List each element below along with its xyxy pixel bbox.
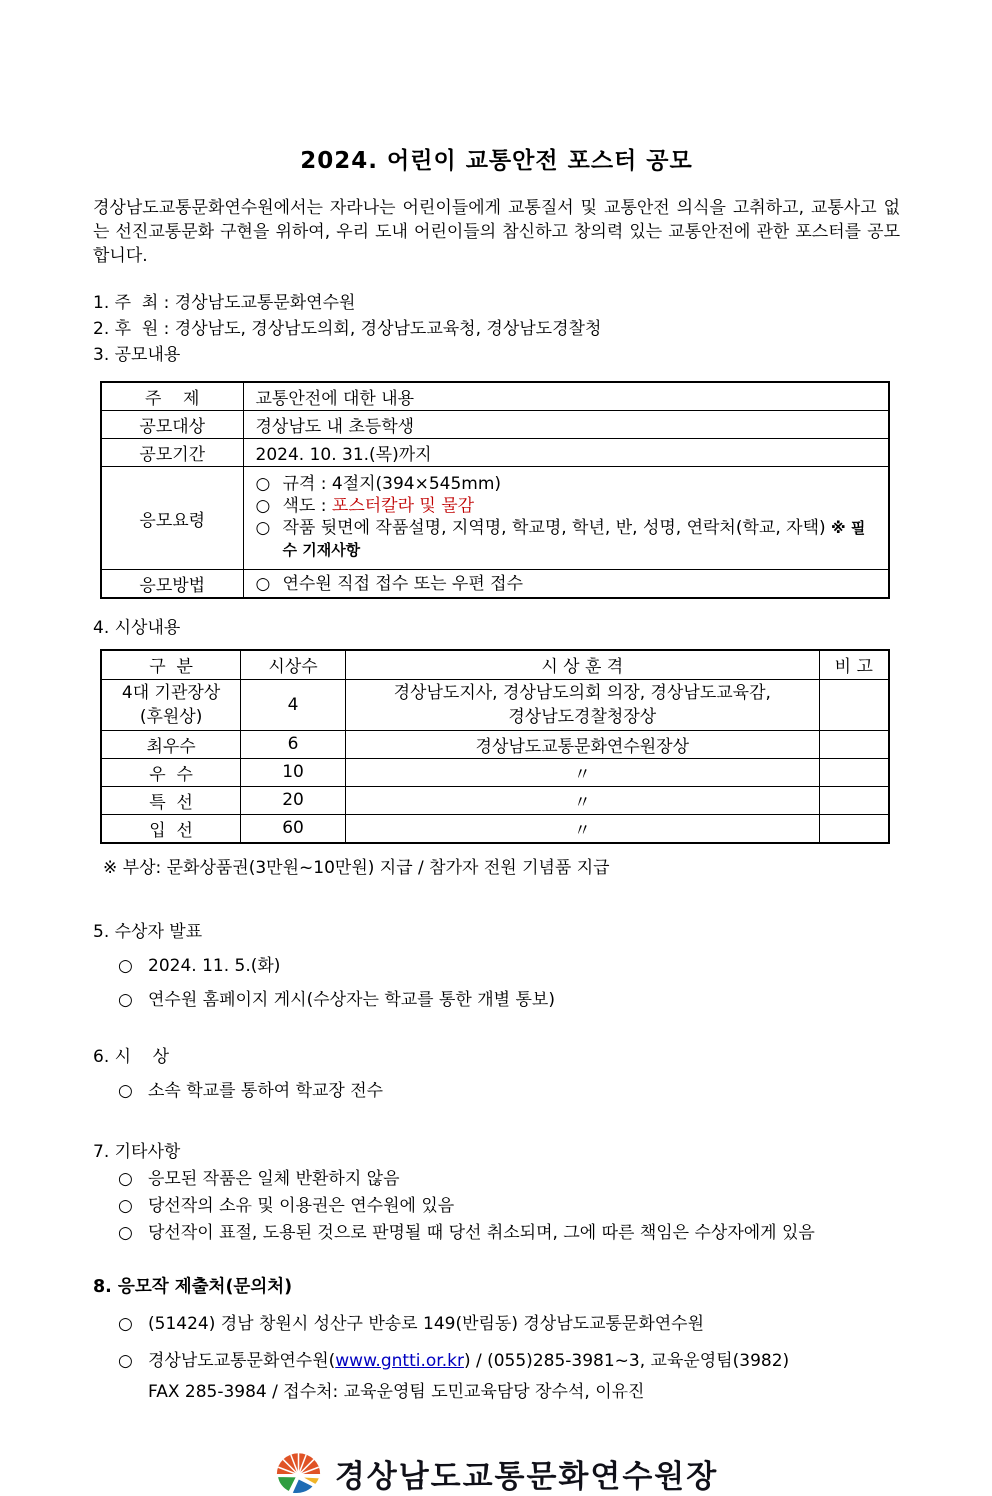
submit-address: (51424) 경남 창원시 성산구 반송로 149(반림동) 경상남도교통문화연수원: [148, 1313, 705, 1334]
circle-bullet-icon: ○: [118, 1222, 133, 1243]
circle-bullet-icon: ○: [118, 1350, 133, 1371]
guideline-label: 응모요령: [101, 467, 243, 570]
list-item: [118, 1194, 900, 1218]
ceremony-heading: 6. 시 상: [93, 1046, 170, 1067]
announce-method: 연수원 홈페이지 게시(수상자는 학교를 통한 개별 통보): [148, 989, 555, 1010]
award-table-header-row: [101, 650, 889, 679]
table-row: [101, 814, 889, 843]
award-remark: [819, 786, 889, 814]
header-prize: 시 상 훈 격: [345, 650, 819, 679]
contest-table: [100, 381, 890, 599]
submit-contact: [148, 1349, 900, 1373]
award-category: 우 수: [101, 758, 241, 786]
submit-heading: 8. 응모작 제출처(문의처): [93, 1276, 293, 1297]
awards-heading: 4. 시상내용: [93, 618, 181, 638]
color-value-red-text: 포스터칼라 및 물감: [331, 496, 475, 516]
circle-bullet-icon: ○: [255, 573, 271, 594]
announce-section: [93, 920, 900, 1012]
award-remark: [819, 758, 889, 786]
etc-item: 당선작의 소유 및 이용권은 연수원에 있음: [148, 1195, 455, 1216]
award-prize: 〃: [345, 758, 819, 786]
award-remark: [819, 730, 889, 758]
award-count: 20: [241, 786, 346, 814]
award-prize: 〃: [345, 786, 819, 814]
header-remark: 비 고: [819, 650, 889, 679]
table-row: [101, 786, 889, 814]
guideline-spec-line: [256, 473, 879, 495]
award-remark: [819, 814, 889, 843]
award-category: 최우수: [101, 730, 241, 758]
award-count: 60: [241, 814, 346, 843]
award-table: [100, 649, 890, 844]
subject-label: 주 제: [101, 382, 243, 411]
circle-bullet-icon: ○: [118, 955, 133, 976]
contents-heading: 3. 공모내용: [93, 345, 181, 365]
list-item: [118, 1221, 900, 1245]
etc-section: [93, 1140, 900, 1245]
circle-bullet-icon: ○: [118, 1195, 133, 1216]
table-row: [101, 411, 889, 439]
announce-heading: 5. 수상자 발표: [93, 921, 203, 942]
circle-bullet-icon: ○: [255, 496, 271, 516]
circle-bullet-icon: ○: [118, 1313, 133, 1334]
intro-paragraph: [93, 196, 900, 268]
signature-title: 경상남도교통문화연수원장: [334, 1458, 719, 1495]
award-count: 10: [241, 758, 346, 786]
award-category: 특 선: [101, 786, 241, 814]
award-category: 입 선: [101, 814, 241, 843]
signature-block: [93, 1451, 900, 1496]
table-row: [101, 382, 889, 411]
method-cell: [243, 570, 889, 599]
host-line: 1. 주 최 : 경상남도교통문화연수원: [93, 293, 356, 313]
table-row: [101, 730, 889, 758]
submit-section: [93, 1275, 900, 1404]
contact-suffix: ) / (055)285-3981~3, 교육운영팀(3982): [463, 1350, 790, 1371]
guideline-cell: [243, 467, 889, 570]
subject-value: 교통안전에 대한 내용: [243, 382, 889, 411]
award-count: 6: [241, 730, 346, 758]
circle-bullet-icon: ○: [118, 1168, 133, 1189]
circle-bullet-icon: ○: [118, 1080, 133, 1101]
award-remark: [819, 679, 889, 730]
target-value: 경상남도 내 초등학생: [243, 411, 889, 439]
etc-item: 당선작이 표절, 도용된 것으로 판명될 때 당선 취소되며, 그에 따른 책임은 수상자에게 있음: [148, 1222, 815, 1243]
guideline-backside: [283, 517, 879, 561]
guideline-spec: 규격 : 4절지(394×545mm): [282, 474, 502, 494]
period-value: 2024. 10. 31.(목)까지: [243, 439, 889, 467]
institute-logo-icon: [275, 1451, 322, 1495]
award-category: 4대 기관장상 (후원상): [101, 679, 241, 730]
list-item: [118, 1167, 900, 1191]
guideline-color-line: [256, 495, 879, 517]
ceremony-method: 소속 학교를 통하여 학교장 전수: [148, 1080, 384, 1101]
website-link[interactable]: www.gntti.or.kr: [335, 1350, 464, 1371]
table-row: [101, 570, 889, 599]
page-title: 2024. 어린이 교통안전 포스터 공모: [300, 148, 693, 174]
guideline-color: [283, 495, 879, 517]
ceremony-section: [93, 1045, 900, 1103]
intro-text: 경상남도교통문화연수원에서는 자라나는 어린이들에게 교통질서 및 교통안전 의식을 고취하고, 교통사고 없는 선진교통문화 구현을 위하여, 우리 도내 어린이들의 참신하고 창의력 있는 교통안전에 관한 포스터를 공모합니다.: [93, 198, 900, 266]
table-row: [101, 758, 889, 786]
method-line: [256, 573, 883, 595]
method-label: 응모방법: [101, 570, 243, 599]
list-item: [118, 1349, 900, 1373]
target-label: 공모대상: [101, 411, 243, 439]
header-category: 구 분: [101, 650, 241, 679]
table-row: [101, 679, 889, 730]
etc-heading: 7. 기타사항: [93, 1141, 181, 1162]
required-note: ※ 필수 기재사항: [282, 519, 866, 559]
contact-prefix: 경상남도교통문화연수원(: [148, 1350, 336, 1371]
list-item: [118, 1312, 900, 1336]
header-count: 시상수: [241, 650, 346, 679]
top-numbered-list: [93, 290, 900, 368]
announce-date: 2024. 11. 5.(화): [148, 955, 281, 976]
circle-bullet-icon: ○: [118, 989, 133, 1010]
etc-item: 응모된 작품은 일체 반환하지 않음: [148, 1168, 400, 1189]
list-item: [118, 988, 900, 1012]
table-row: [101, 439, 889, 467]
award-prize: 경상남도지사, 경상남도의회 의장, 경상남도교육감, 경상남도경찰청장상: [345, 679, 819, 730]
award-prize: 〃: [345, 814, 819, 843]
sponsor-line: 2. 후 원 : 경상남도, 경상남도의회, 경상남도교육청, 경상남도경찰청: [93, 319, 602, 339]
circle-bullet-icon: ○: [255, 518, 271, 538]
table-row: [101, 467, 889, 570]
list-item: [118, 1079, 900, 1103]
guideline-backside-line: [256, 517, 879, 561]
color-prefix: 색도 :: [282, 496, 332, 516]
method-value: 연수원 직접 접수 또는 우편 접수: [282, 573, 524, 594]
award-note: ※ 부상: 문화상품권(3만원~10만원) 지급 / 참가자 전원 기념품 지급: [103, 857, 610, 878]
fax-line: FAX 285-3984 / 접수처: 교육운영팀 도민교육담당 장수석, 이유진: [148, 1381, 645, 1402]
list-item: [118, 954, 900, 978]
circle-bullet-icon: ○: [255, 474, 271, 494]
award-prize: 경상남도교통문화연수원장상: [345, 730, 819, 758]
award-count: 4: [241, 679, 346, 730]
backside-text: 작품 뒷면에 작품설명, 지역명, 학교명, 학년, 반, 성명, 연락처(학교, 자택): [282, 518, 832, 538]
period-label: 공모기간: [101, 439, 243, 467]
